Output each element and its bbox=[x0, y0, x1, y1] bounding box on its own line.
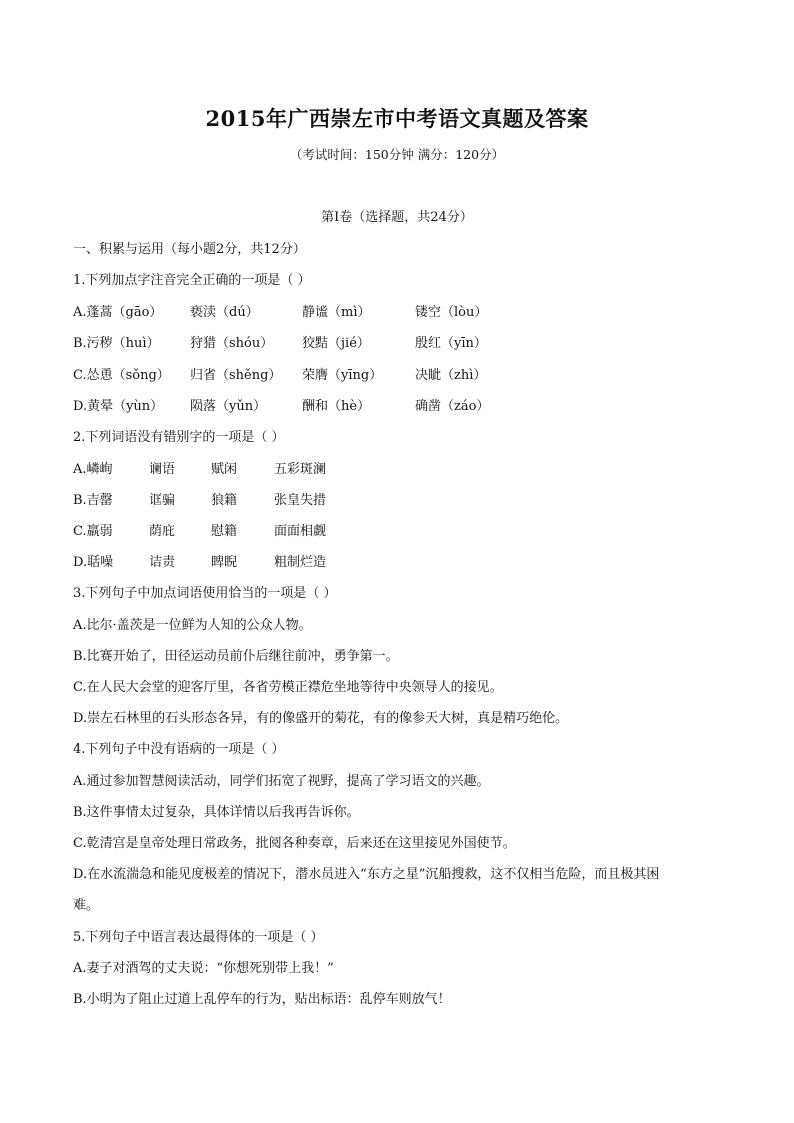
q2-option: 慰籍 bbox=[211, 524, 238, 539]
q2-option: 粗制烂造 bbox=[274, 555, 327, 570]
q2-option: 张皇失措 bbox=[274, 493, 327, 508]
q2-option: A.嶙峋 bbox=[73, 462, 113, 477]
q1-option: 决眦（zhì） bbox=[415, 368, 487, 383]
q2-option: 谰语 bbox=[149, 462, 176, 477]
q4-option: B.这件事情太过复杂，具体详情以后我再告诉你。 bbox=[73, 805, 360, 820]
q1-option: A.蓬蒿（gāo） bbox=[73, 305, 163, 320]
q1-option: 荣膺（yīng） bbox=[302, 368, 383, 383]
q4-option-continued: 难。 bbox=[73, 898, 100, 913]
q1-option: 殷红（yīn） bbox=[415, 336, 487, 351]
q1-option: 亵渎（dú） bbox=[190, 305, 259, 320]
section-title: 第Ⅰ卷（选择题，共24分） bbox=[321, 210, 473, 225]
q4-option: D.在水流湍急和能见度极差的情况下，潜水员进入“东方之星”沉船搜救，这不仅相当危险，而且极其困 bbox=[73, 867, 660, 882]
q5-option: A.妻子对酒驾的丈夫说：“你想死别带上我！” bbox=[73, 961, 334, 976]
q4-option: C.乾清宫是皇帝处理日常政务，批阅各种奏章，后来还在这里接见外国使节。 bbox=[73, 836, 516, 851]
q2-option: 面面相觑 bbox=[274, 524, 327, 539]
question-stem: 3.下列句子中加点词语使用恰当的一项是（ ） bbox=[73, 586, 337, 601]
q1-option: 确凿（záo） bbox=[415, 399, 490, 414]
q3-option: D.崇左石林里的石头形态各异，有的像盛开的菊花，有的像参天大树，真是精巧绝伦。 bbox=[73, 711, 569, 726]
q1-option: B.污秽（huì） bbox=[73, 336, 160, 351]
q3-option: B.比赛开始了，田径运动员前仆后继往前冲，勇争第一。 bbox=[73, 649, 399, 664]
part-heading: 一、积累与运用（每小题2分，共12分） bbox=[73, 242, 306, 257]
question-stem: 4.下列句子中没有语病的一项是（ ） bbox=[73, 742, 285, 757]
question-stem: 5.下列句子中语言表达最得体的一项是（ ） bbox=[73, 930, 324, 945]
q2-option: D.聒噪 bbox=[73, 555, 114, 570]
q2-option: 五彩斑澜 bbox=[274, 462, 327, 477]
q2-option: C.羸弱 bbox=[73, 524, 113, 539]
q1-option: 归省（shěng） bbox=[190, 368, 282, 383]
q1-option: 狩猎（shóu） bbox=[190, 336, 274, 351]
q1-option: C.怂恿（sǒng） bbox=[73, 368, 170, 383]
q2-option: B.吉罄 bbox=[73, 493, 113, 508]
q1-option: 酬和（hè） bbox=[302, 399, 371, 414]
q1-option: D.黄晕（yùn） bbox=[73, 399, 164, 414]
q2-option: 睥睨 bbox=[211, 555, 238, 570]
q4-option: A.通过参加智慧阅读活动，同学们拓宽了视野，提高了学习语文的兴趣。 bbox=[73, 774, 490, 789]
q3-option: C.在人民大会堂的迎客厅里，各省劳模正襟危坐地等待中央领导人的接见。 bbox=[73, 680, 503, 695]
q3-option: A.比尔·盖茨是一位鲜为人知的公众人物。 bbox=[73, 618, 312, 633]
page-title: 2015年广西崇左市中考语文真题及答案 bbox=[205, 106, 589, 131]
q5-option: B.小明为了阻止过道上乱停车的行为，贴出标语：乱停车则放气！ bbox=[73, 992, 451, 1007]
q2-option: 诓骗 bbox=[149, 493, 176, 508]
question-stem: 2.下列词语没有错别字的一项是（ ） bbox=[73, 430, 285, 445]
exam-info: （考试时间：150分钟 满分：120分） bbox=[289, 147, 505, 162]
q1-option: 陨落（yǔn） bbox=[190, 399, 267, 414]
q2-option: 荫庇 bbox=[149, 524, 176, 539]
q2-option: 狼籍 bbox=[211, 493, 238, 508]
q1-option: 静谧（mì） bbox=[302, 305, 371, 320]
q2-option: 诘责 bbox=[149, 555, 176, 570]
question-stem: 1.下列加点字注音完全正确的一项是（ ） bbox=[73, 273, 311, 288]
q1-option: 狡黠（jié） bbox=[302, 336, 370, 351]
q2-option: 赋闲 bbox=[211, 462, 238, 477]
q1-option: 镂空（lòu） bbox=[415, 305, 488, 320]
